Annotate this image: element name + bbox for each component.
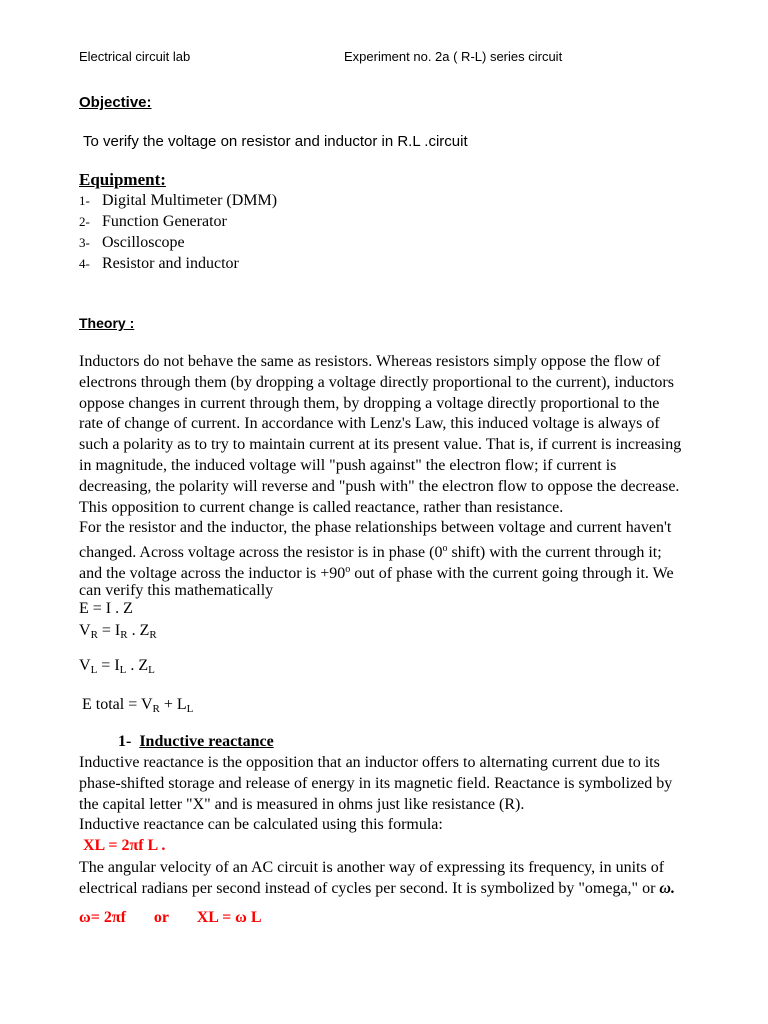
text-line: The angular velocity of an AC circuit is another way of expressing its frequency, in units of bbox=[79, 859, 665, 876]
text-segment: out of phase with the current going through it. We bbox=[350, 564, 674, 582]
text-line: such a polarity as to try to maintain current at its present value. That is, if current is increasing bbox=[79, 436, 682, 454]
text-line: phase-shifted storage and release of energy in its magnetic field. Reactance is symbolized by bbox=[79, 774, 673, 792]
objective-heading: Objective: bbox=[79, 94, 152, 111]
formula-etotal bbox=[82, 696, 193, 715]
text-line bbox=[79, 879, 768, 900]
reactance-paragraph bbox=[79, 753, 768, 836]
formula-part: = I bbox=[97, 622, 121, 639]
text-line: can verify this mathematically bbox=[79, 581, 274, 599]
equipment-item bbox=[79, 234, 185, 252]
formula-subscript: L bbox=[186, 703, 194, 715]
omega-symbol: ω. bbox=[659, 879, 675, 897]
text-line: in magnitude, the induced voltage will "push against" the electron flow; if current is bbox=[79, 456, 617, 474]
equipment-item bbox=[79, 255, 239, 273]
text-segment: and the voltage across the inductor is +90 bbox=[79, 564, 346, 582]
formula-ohms-law: E = I . Z bbox=[79, 600, 133, 617]
formula-part: V bbox=[79, 657, 91, 674]
formula-subscript: R bbox=[120, 629, 128, 641]
section-title: Inductive reactance bbox=[139, 733, 274, 750]
formula-vr bbox=[79, 622, 157, 641]
list-label: Digital Multimeter (DMM) bbox=[102, 192, 278, 209]
text-line: oppose changes in current through them, by dropping a voltage directly proportional to the bbox=[79, 394, 660, 412]
text-segment: electrical radians per second instead of cycles per second. It is symbolized by "omega," or bbox=[79, 879, 660, 897]
list-number: 3- bbox=[79, 235, 90, 250]
equipment-heading: Equipment: bbox=[79, 170, 166, 189]
formula-subscript: L bbox=[90, 664, 98, 676]
header-left: Electrical circuit lab bbox=[79, 49, 191, 64]
formula-subscript: R bbox=[90, 629, 98, 641]
degree-superscript: o bbox=[345, 563, 351, 575]
formula-part: = I bbox=[97, 657, 120, 674]
list-number: 4- bbox=[79, 256, 90, 271]
list-label: Resistor and inductor bbox=[102, 255, 239, 272]
text-segment: changed. Across voltage across the resistor is in phase (0 bbox=[79, 544, 443, 562]
text-line: the capital letter "X" and is measured in ohms just like resistance (R). bbox=[79, 795, 525, 813]
theory-heading: Theory : bbox=[79, 315, 135, 331]
text-line: Inductive reactance is the opposition that an inductor offers to alternating current due to its bbox=[79, 754, 660, 771]
text-line: electrons through them (by dropping a voltage directly proportional to the current), inductors bbox=[79, 373, 674, 391]
text-line: For the resistor and the inductor, the phase relationships between voltage and current haven't bbox=[79, 519, 672, 537]
formula-subscript: L bbox=[119, 664, 127, 676]
text-line: This opposition to current change is called reactance, rather than resistance. bbox=[79, 498, 564, 516]
text-line: rate of change of current. In accordance with Lenz's Law, this induced voltage is always of bbox=[79, 415, 660, 433]
equipment-item bbox=[79, 192, 277, 210]
omega-paragraph bbox=[79, 858, 768, 900]
formula-xl-omega: XL = ω L bbox=[196, 909, 262, 926]
formula-part: E total = V bbox=[82, 696, 153, 713]
equipment-item bbox=[79, 213, 227, 231]
theory-paragraph bbox=[79, 352, 768, 602]
text-line bbox=[79, 539, 768, 560]
formula-part: . Z bbox=[127, 622, 150, 639]
section-number: 1- bbox=[118, 733, 132, 750]
formula-xl: XL = 2πf L . bbox=[83, 837, 166, 854]
text-line bbox=[79, 560, 768, 581]
objective-text: To verify the voltage on resistor and inductor in R.L .circuit bbox=[83, 133, 468, 150]
formula-subscript: R bbox=[149, 629, 157, 641]
formula-vl bbox=[79, 657, 155, 676]
degree-superscript: o bbox=[442, 543, 448, 555]
list-label: Function Generator bbox=[102, 213, 227, 230]
formula-or: or bbox=[153, 909, 169, 926]
text-line: Inductive reactance can be calculated using this formula: bbox=[79, 816, 443, 834]
formula-subscript: L bbox=[148, 664, 155, 676]
list-number: 2- bbox=[79, 214, 90, 229]
header-right: Experiment no. 2a ( R-L) series circuit bbox=[344, 49, 563, 64]
list-number: 1- bbox=[79, 193, 90, 208]
formula-part: + L bbox=[159, 696, 187, 713]
text-line: decreasing, the polarity will reverse and "push with" the electron flow to oppose the decrease. bbox=[79, 477, 680, 495]
section-heading bbox=[118, 733, 274, 751]
text-segment: shift) with the current through it; bbox=[447, 544, 662, 562]
list-label: Oscilloscope bbox=[102, 234, 185, 251]
formula-subscript: R bbox=[152, 703, 160, 715]
formula-part: . Z bbox=[126, 657, 149, 674]
formula-part: V bbox=[79, 622, 91, 639]
text-line: Inductors do not behave the same as resistors. Whereas resistors simply oppose the flow of bbox=[79, 353, 661, 370]
formula-omega-def: ω= 2πf bbox=[79, 909, 126, 926]
formula-omega bbox=[79, 909, 262, 927]
